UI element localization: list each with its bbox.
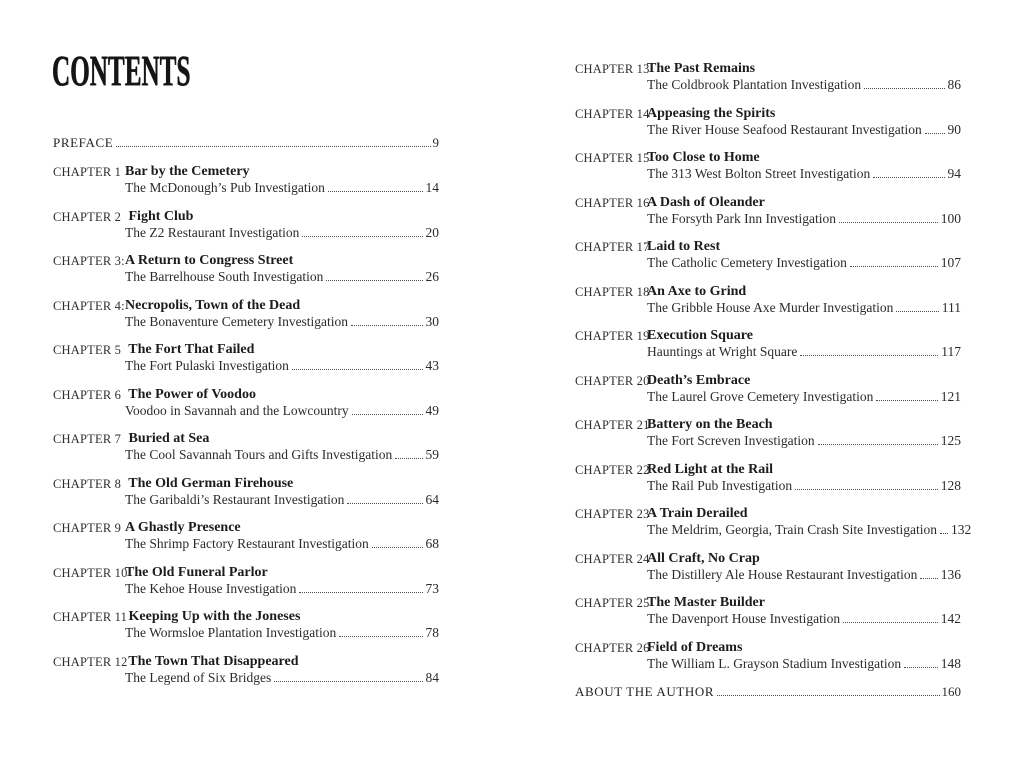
dot-leader xyxy=(843,622,938,623)
chapter-body xyxy=(647,640,961,671)
page-number: 14 xyxy=(425,180,439,195)
page-number: 20 xyxy=(425,224,439,240)
page-number: 142 xyxy=(940,611,961,626)
dot-leader xyxy=(818,444,938,445)
dot-leader xyxy=(302,236,422,237)
chapter-subtitle-row xyxy=(647,300,961,315)
chapter-subtitle-row xyxy=(125,225,439,240)
dot-leader xyxy=(795,489,938,490)
chapter-subtitle: The Rail Pub Investigation xyxy=(647,477,793,493)
chapter-title: A Return to Congress Street xyxy=(125,253,294,268)
chapter-label: CHAPTER 2 xyxy=(53,209,122,224)
chapter-title: Buried at Sea xyxy=(125,431,210,446)
toc-entry xyxy=(575,595,961,626)
chapter-label: CHAPTER 13 xyxy=(575,62,650,76)
chapter-label: CHAPTER 10 xyxy=(53,565,128,580)
chapter-title: A Ghastly Presence xyxy=(125,520,241,535)
page-number: 136 xyxy=(940,566,961,582)
toc-entry xyxy=(53,164,439,195)
chapter-title: The Fort That Failed xyxy=(125,342,255,357)
chapter-body xyxy=(647,195,961,226)
chapter-label: CHAPTER 23 xyxy=(575,507,650,521)
chapter-title: Red Light at the Rail xyxy=(647,461,773,477)
chapter-subtitle-row xyxy=(647,344,961,359)
chapter-subtitle-row xyxy=(125,492,439,507)
chapter-title: The Power of Voodoo xyxy=(125,386,256,402)
chapter-label: CHAPTER 26 xyxy=(575,640,650,655)
chapter-title: The Town That Disappeared xyxy=(125,653,299,669)
page-number: 107 xyxy=(940,255,961,270)
toc-entry xyxy=(575,284,961,315)
chapter-title: Death’s Embrace xyxy=(647,372,751,388)
dot-leader xyxy=(800,355,938,356)
page-number: 26 xyxy=(425,269,439,284)
section-label: ABOUT THE AUTHOR xyxy=(575,684,715,699)
chapter-title: Keeping Up with the Joneses xyxy=(125,609,301,624)
chapter-label: CHAPTER 16 xyxy=(575,195,650,210)
chapter-title: The Past Remains xyxy=(647,61,756,76)
chapter-body xyxy=(125,164,439,195)
chapter-body xyxy=(125,520,439,551)
chapter-subtitle-row xyxy=(647,211,961,226)
chapter-subtitle: The Cool Savannah Tours and Gifts Investigation xyxy=(125,447,393,462)
chapter-label: CHAPTER 18 xyxy=(575,284,650,299)
chapter-subtitle: The Meldrim, Georgia, Train Crash Site Investigation xyxy=(647,522,937,537)
chapter-subtitle-row xyxy=(647,433,961,448)
dot-leader xyxy=(116,146,430,147)
toc-entry xyxy=(53,209,439,240)
chapter-label: CHAPTER 12 xyxy=(53,654,128,669)
page-number: 64 xyxy=(425,491,439,507)
page-number: 125 xyxy=(940,433,961,448)
chapter-body xyxy=(647,595,961,626)
chapter-body xyxy=(125,298,439,329)
chapter-label: CHAPTER 4: xyxy=(53,298,125,313)
page-number: 121 xyxy=(940,388,961,404)
chapter-body xyxy=(647,462,961,493)
dot-leader xyxy=(292,369,423,370)
dot-leader xyxy=(864,88,944,89)
dot-leader xyxy=(717,695,939,696)
chapter-label: CHAPTER 1 xyxy=(53,165,122,179)
chapter-title: Fight Club xyxy=(125,208,194,224)
chapter-subtitle-row xyxy=(125,358,439,373)
toc-entry xyxy=(575,373,961,404)
chapter-subtitle: The Legend of Six Bridges xyxy=(125,669,272,685)
toc-entry xyxy=(575,640,961,671)
dot-leader xyxy=(326,280,422,281)
dot-leader xyxy=(274,681,422,682)
toc-entry xyxy=(575,462,961,493)
toc-entry xyxy=(53,654,439,685)
dot-leader xyxy=(925,133,945,134)
chapter-subtitle-row xyxy=(647,522,972,537)
chapter-subtitle-row xyxy=(647,478,961,493)
page-number: 73 xyxy=(425,580,439,596)
toc-entry xyxy=(575,195,961,226)
toc-entry xyxy=(53,431,439,462)
chapter-subtitle-row xyxy=(125,403,439,418)
dot-leader xyxy=(873,177,944,178)
dot-leader xyxy=(352,414,423,415)
chapter-subtitle-row xyxy=(125,447,439,462)
toc-entry xyxy=(53,476,439,507)
chapter-title: Field of Dreams xyxy=(647,639,743,655)
chapter-subtitle: The Gribble House Axe Murder Investigation xyxy=(647,299,894,315)
page-number: 111 xyxy=(941,299,961,315)
toc-entry xyxy=(53,298,439,329)
chapter-body xyxy=(647,239,961,270)
chapter-body xyxy=(125,565,439,596)
chapter-subtitle: The Bonaventure Cemetery Investigation xyxy=(125,313,349,329)
toc-entry xyxy=(575,551,961,582)
chapter-title: Bar by the Cemetery xyxy=(125,164,250,179)
chapter-title: A Dash of Oleander xyxy=(647,194,765,210)
chapter-label: CHAPTER 11 xyxy=(53,610,128,624)
chapter-subtitle-row xyxy=(647,611,961,626)
chapter-label: CHAPTER 3: xyxy=(53,254,125,268)
chapter-body xyxy=(125,387,439,418)
chapter-subtitle: Hauntings at Wright Square xyxy=(647,344,798,359)
chapter-subtitle: The McDonough’s Pub Investigation xyxy=(125,180,325,195)
page-number: 94 xyxy=(947,166,961,181)
toc-entry xyxy=(53,253,439,284)
chapter-subtitle: The Coldbrook Plantation Investigation xyxy=(647,77,862,92)
chapter-body xyxy=(647,328,961,359)
chapter-subtitle: The Kehoe House Investigation xyxy=(125,580,297,596)
page-number: 49 xyxy=(425,402,439,418)
chapter-subtitle-row xyxy=(647,389,961,404)
chapter-subtitle-row xyxy=(647,656,961,671)
chapter-label: CHAPTER 7 xyxy=(53,432,122,446)
chapter-subtitle: The Forsyth Park Inn Investigation xyxy=(647,210,836,226)
chapter-body xyxy=(647,150,961,181)
toc-entry xyxy=(575,61,961,92)
chapter-subtitle-row xyxy=(125,180,439,195)
chapter-label: CHAPTER 6 xyxy=(53,387,122,402)
dot-leader xyxy=(347,503,422,504)
page-number: 148 xyxy=(940,655,961,671)
dot-leader xyxy=(850,266,938,267)
chapter-body xyxy=(647,417,961,448)
chapter-title: An Axe to Grind xyxy=(647,283,747,299)
chapter-title: Too Close to Home xyxy=(647,150,760,165)
chapter-subtitle: The River House Seafood Restaurant Investigation xyxy=(647,121,922,137)
dot-leader xyxy=(299,592,422,593)
page-number: 84 xyxy=(425,669,439,685)
chapter-subtitle-row xyxy=(125,670,439,685)
toc-entry xyxy=(575,417,961,448)
chapter-body xyxy=(125,609,439,640)
dot-leader xyxy=(920,578,937,579)
toc-column-left xyxy=(53,135,439,698)
chapter-label: CHAPTER 21 xyxy=(575,418,650,432)
chapter-label: CHAPTER 25 xyxy=(575,596,650,610)
dot-leader xyxy=(839,222,938,223)
chapter-label: CHAPTER 8 xyxy=(53,476,122,491)
dot-leader xyxy=(372,547,423,548)
chapter-subtitle-row xyxy=(125,314,439,329)
chapter-body xyxy=(647,284,961,315)
chapter-label: CHAPTER 15 xyxy=(575,151,650,165)
chapter-body xyxy=(647,551,961,582)
chapter-subtitle-row xyxy=(125,625,439,640)
chapter-body xyxy=(125,431,439,462)
dot-leader xyxy=(339,636,422,637)
toc-entry xyxy=(53,520,439,551)
chapter-label: CHAPTER 20 xyxy=(575,373,650,388)
chapter-subtitle: The Distillery Ale House Restaurant Investigation xyxy=(647,566,918,582)
chapter-body xyxy=(125,209,439,240)
page-number: 43 xyxy=(425,358,439,373)
page-number: 59 xyxy=(425,447,439,462)
dot-leader xyxy=(904,667,938,668)
chapter-label: CHAPTER 9 xyxy=(53,521,122,535)
page-number: 160 xyxy=(941,684,961,699)
page-number: 90 xyxy=(947,121,961,137)
dot-leader xyxy=(940,533,948,534)
page-title: CONTENTS xyxy=(52,47,191,96)
chapter-subtitle-row xyxy=(125,581,439,596)
page-number: 132 xyxy=(950,522,972,537)
toc-entry xyxy=(575,506,972,537)
dot-leader xyxy=(896,311,938,312)
chapter-subtitle: The Fort Screven Investigation xyxy=(647,433,815,448)
chapter-label: CHAPTER 5 xyxy=(53,343,122,357)
page-number: 128 xyxy=(940,477,961,493)
chapter-subtitle: The Laurel Grove Cemetery Investigation xyxy=(647,388,874,404)
toc-entry xyxy=(575,150,961,181)
page-number: 68 xyxy=(425,536,439,551)
toc-entry xyxy=(575,684,961,699)
chapter-subtitle: The Z2 Restaurant Investigation xyxy=(125,224,300,240)
dot-leader xyxy=(328,191,423,192)
toc-entry xyxy=(575,239,961,270)
chapter-label: CHAPTER 22 xyxy=(575,462,650,477)
section-label: PREFACE xyxy=(53,135,114,150)
page-number: 117 xyxy=(941,344,961,359)
chapter-body xyxy=(647,506,972,537)
chapter-subtitle: The William L. Grayson Stadium Investigation xyxy=(647,655,902,671)
page-number: 30 xyxy=(425,313,439,329)
chapter-subtitle: The Catholic Cemetery Investigation xyxy=(647,255,847,270)
chapter-body xyxy=(125,654,439,685)
chapter-title: Appeasing the Spirits xyxy=(647,105,776,121)
chapter-subtitle-row xyxy=(647,122,961,137)
chapter-subtitle-row xyxy=(125,269,439,284)
chapter-subtitle: The Garibaldi’s Restaurant Investigation xyxy=(125,491,345,507)
chapter-subtitle-row xyxy=(647,567,961,582)
chapter-title: Necropolis, Town of the Dead xyxy=(125,297,301,313)
page-number: 100 xyxy=(940,210,961,226)
page-number: 86 xyxy=(947,77,961,92)
chapter-label: CHAPTER 17 xyxy=(575,240,650,254)
toc-entry xyxy=(575,328,961,359)
toc-entry xyxy=(53,342,439,373)
chapter-subtitle: The Davenport House Investigation xyxy=(647,611,841,626)
chapter-subtitle: The Fort Pulaski Investigation xyxy=(125,358,289,373)
toc-entry xyxy=(53,387,439,418)
chapter-title: Battery on the Beach xyxy=(647,417,773,432)
chapter-subtitle-row xyxy=(647,255,961,270)
chapter-title: Laid to Rest xyxy=(647,239,721,254)
toc-entry xyxy=(53,565,439,596)
chapter-title: The Old Funeral Parlor xyxy=(125,564,268,580)
chapter-subtitle-row xyxy=(647,77,961,92)
chapter-body xyxy=(647,106,961,137)
page-number: 9 xyxy=(432,135,439,150)
chapter-subtitle-row xyxy=(647,166,961,181)
chapter-subtitle-row xyxy=(125,536,439,551)
chapter-body xyxy=(647,373,961,404)
chapter-title: The Old German Firehouse xyxy=(125,475,294,491)
toc-entry xyxy=(53,135,439,150)
toc-column-right xyxy=(575,61,972,713)
dot-leader xyxy=(351,325,422,326)
chapter-title: A Train Derailed xyxy=(647,506,748,521)
chapter-label: CHAPTER 19 xyxy=(575,329,650,343)
chapter-body xyxy=(125,476,439,507)
chapter-body xyxy=(125,342,439,373)
chapter-subtitle: The Barrelhouse South Investigation xyxy=(125,269,324,284)
chapter-label: CHAPTER 24 xyxy=(575,551,650,566)
chapter-body xyxy=(125,253,439,284)
chapter-subtitle: The Shrimp Factory Restaurant Investigation xyxy=(125,536,369,551)
chapter-body xyxy=(647,61,961,92)
chapter-subtitle: Voodoo in Savannah and the Lowcountry xyxy=(125,402,349,418)
dot-leader xyxy=(395,458,422,459)
page-number: 78 xyxy=(425,625,439,640)
chapter-title: Execution Square xyxy=(647,328,753,343)
chapter-label: CHAPTER 14 xyxy=(575,106,650,121)
toc-entry xyxy=(53,609,439,640)
chapter-subtitle: The Wormsloe Plantation Investigation xyxy=(125,625,337,640)
chapter-subtitle: The 313 West Bolton Street Investigation xyxy=(647,166,871,181)
chapter-title: The Master Builder xyxy=(647,595,765,610)
toc-entry xyxy=(575,106,961,137)
chapter-title: All Craft, No Crap xyxy=(647,550,760,566)
dot-leader xyxy=(876,400,937,401)
